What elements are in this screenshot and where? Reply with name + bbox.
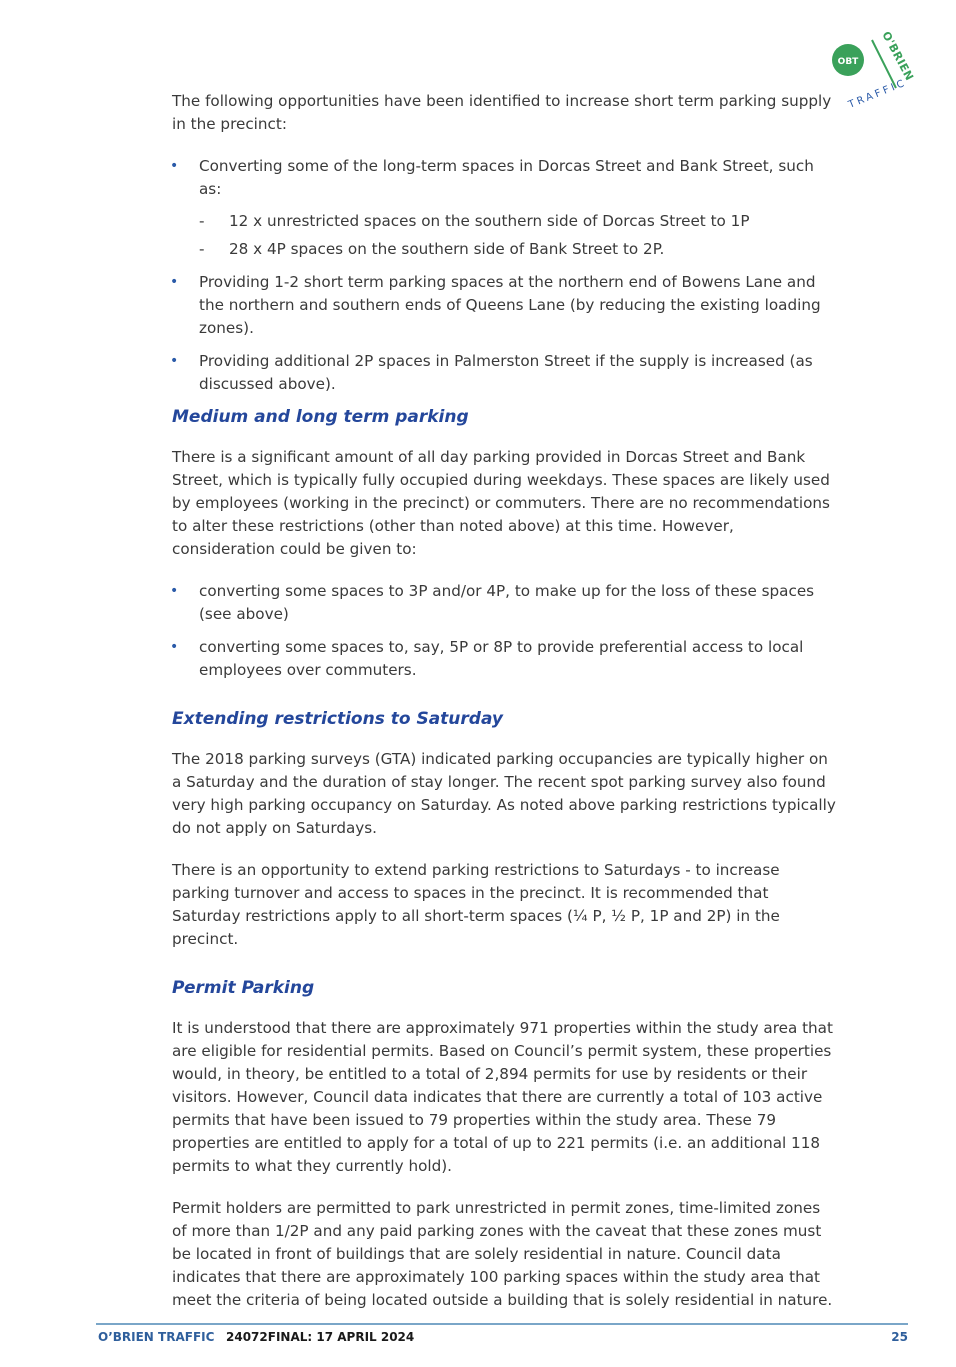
footer-brand: O’BRIEN TRAFFIC	[98, 1330, 215, 1344]
list-item: • Providing 1-2 short term parking spaces at the northern end of Bowens Lane and the northern and southern ends of Queens Lane (by reducing the existing loading zones).	[172, 271, 836, 340]
intro-paragraph: The following opportunities have been identified to increase short term parking supply in the precinct:	[172, 92, 832, 133]
list-item: • converting some spaces to, say, 5P or 8P to provide preferential access to local employees over commuters.	[172, 636, 836, 682]
logo-brand-top: O'BRIEN	[879, 29, 917, 83]
logo-brand-bottom: TRAFFIC	[847, 77, 909, 111]
list-item: • converting some spaces to 3P and/or 4P, to make up for the loss of these spaces (see above)	[172, 580, 836, 626]
medium-term-list	[172, 580, 836, 682]
page-content	[172, 90, 836, 1331]
sub-list-item: - 12 x unrestricted spaces on the southern side of Dorcas Street to 1P	[199, 210, 836, 233]
sub-list-item: - 28 x 4P spaces on the southern side of Bank Street to 2P.	[199, 238, 836, 261]
obrien-traffic-logo	[826, 26, 920, 114]
list-item	[172, 155, 836, 261]
section-heading-permit-parking: Permit Parking	[172, 978, 315, 998]
permit-paragraph-2: Permit holders are permitted to park unrestricted in permit zones, time-limited zones of more than 1/2P and any paid parking zones with the caveat that these zones must be located in front of buildings that are solely residential in nature. Council data indicates that there are approximately 100 parking spaces within the study area that meet the criteria of being located outside a building that is solely residential in nature.	[172, 1199, 833, 1309]
logo-badge-text: OBT	[837, 57, 859, 67]
list-item: • Providing additional 2P spaces in Palmerston Street if the supply is increased (as discussed above).	[172, 350, 836, 396]
logo-graphic	[826, 26, 920, 114]
sub-list	[199, 210, 836, 261]
footer-divider	[96, 1323, 908, 1325]
page-number: 25	[891, 1330, 908, 1344]
short-term-opportunities-list	[172, 155, 836, 396]
list-item-text: Converting some of the long-term spaces in Dorcas Street and Bank Street, such as:	[199, 157, 814, 198]
footer-document-reference: 24072FINAL: 17 APRIL 2024	[226, 1330, 415, 1344]
section-heading-medium-long-term: Medium and long term parking	[172, 407, 469, 427]
saturday-paragraph-1: The 2018 parking surveys (GTA) indicated parking occupancies are typically higher on a Saturday and the duration of stay longer. The recent spot parking survey also found very high parking occupancy on Saturday. As noted above parking restrictions typically do not apply on Saturdays.	[172, 750, 836, 837]
medium-term-paragraph: There is a significant amount of all day parking provided in Dorcas Street and Bank Street, which is typically fully occupied during weekdays. These spaces are likely used by employees (working in the precinct) or commuters. There are no recommendations to alter these restrictions (other than noted above) at this time. However, consideration could be given to:	[172, 448, 830, 558]
permit-paragraph-1: It is understood that there are approximately 971 properties within the study area that are eligible for residential permits. Based on Council’s permit system, these properties would, in theory, be entitled to a total of 2,894 permits for use by residents or their visitors. However, Council data indicates that there are currently a total of 103 active permits that have been issued to 79 properties within the study area. These 79 properties are entitled to apply for a total of up to 221 permits (i.e. an additional 118 permits to what they currently hold).	[172, 1019, 833, 1175]
saturday-paragraph-2: There is an opportunity to extend parking restrictions to Saturdays - to increase parking turnover and access to spaces in the precinct. It is recommended that Saturday restrictions apply to all short-term spaces (¼ P, ½ P, 1P and 2P) in the precinct.	[172, 861, 780, 948]
section-heading-saturday: Extending restrictions to Saturday	[172, 709, 503, 729]
